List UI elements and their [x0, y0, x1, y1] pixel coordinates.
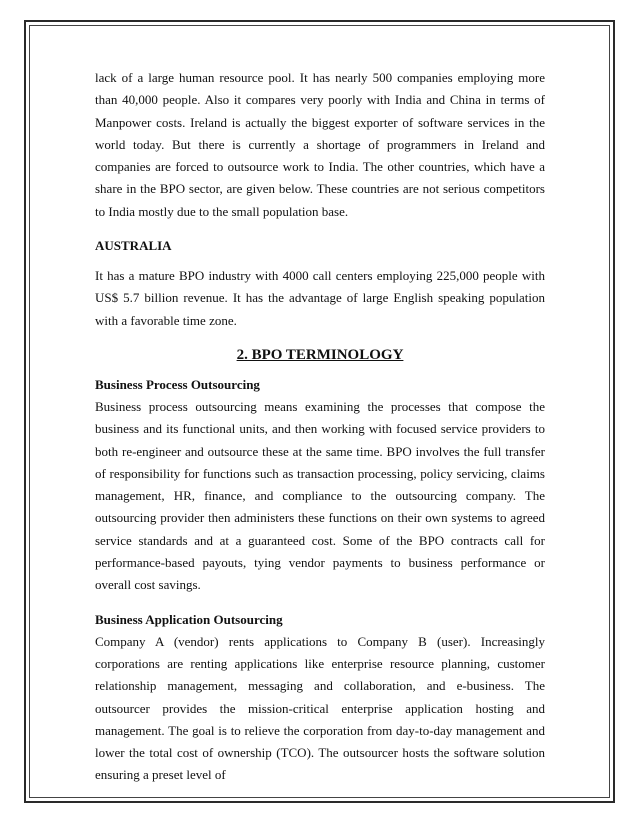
bao-paragraph: Company A (vendor) rents applications to Company B (user). Increasingly corporations are renting applications like enterprise resource planning, customer relationship management, messaging and collaboration, and e-business. The outsourcer provides the mission-critical enterprise application hosting and management. The goal is to relieve the corporation from day-to-day management and lower the total cost of ownership (TCO). The outsourcer hosts the software solution ensuring a preset level of: [95, 633, 545, 783]
document-body: [95, 67, 545, 787]
australia-paragraph: It has a mature BPO industry with 4000 call centers employing 225,000 people with US$ 5.7 billion revenue. It has the advantage of large English speaking population with a favorable time zone.: [95, 268, 545, 328]
intro-paragraph: lack of a large human resource pool. It has nearly 500 companies employing more than 40,000 people. Also it compares very poorly with India and China in terms of Manpower costs. Ireland is actually the biggest exporter of software services in the world today. But there is currently a shortage of programmers in Ireland and companies are forced to outsource work to India. The other countries, which have a share in the BPO sector, are given below. These countries are not serious competitors to India mostly due to the small population base.: [95, 70, 545, 219]
bao-heading: Business Application Outsourcing: [95, 611, 283, 627]
bpo-heading: Business Process Outsourcing: [95, 376, 260, 392]
section-heading: 2. BPO TERMINOLOGY: [236, 346, 404, 363]
australia-heading: AUSTRALIA: [95, 238, 172, 254]
bpo-paragraph: Business process outsourcing means examining the processes that compose the business and its functional units, and then working with focused service providers to both re-engineer and outsource these at the same time. BPO involves the full transfer of responsibility for functions such as transaction processing, policy servicing, claims management, HR, finance, and compliance to the outsourcing company. The outsourcing provider then administers these functions on their own systems to agreed service standards and at a guaranteed cost. Some of the BPO contracts call for performance-based payouts, tying vendor payments to business performance or overall cost savings.: [95, 398, 545, 593]
